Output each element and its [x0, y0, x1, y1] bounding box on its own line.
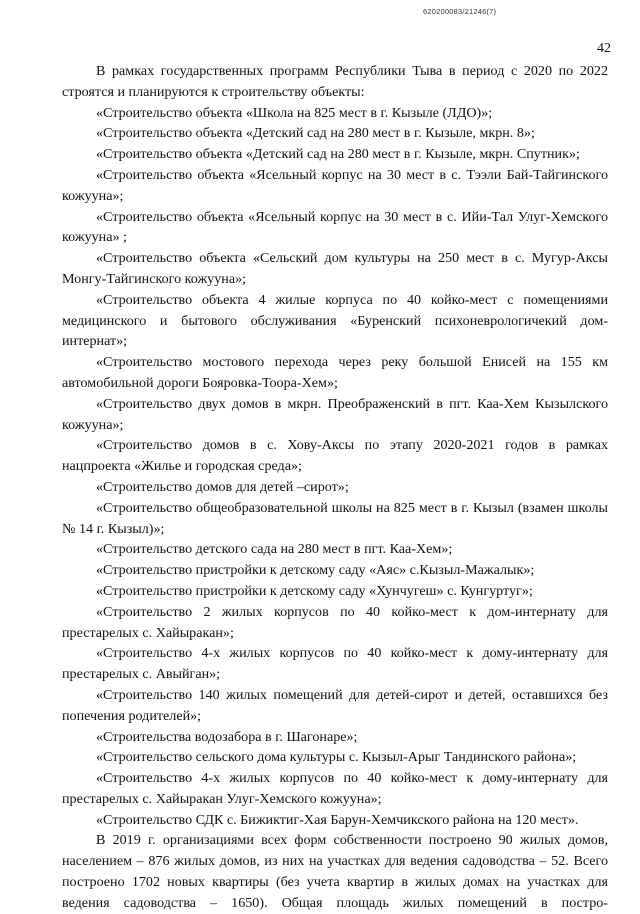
document-body [62, 61, 608, 914]
list-item: «Строительство 140 жилых помещений для детей-сирот и детей, оставшихся без попечения родителей»; [62, 686, 608, 724]
list-item: «Строительство 2 жилых корпусов по 40 койко-мест к дом-интернату для престарелых с. Хайыракан»; [62, 603, 608, 641]
list-item: «Строительство 4-х жилых корпусов по 40 койко-мест к дому-интернату для престарелых с. Хайыракан Улуг-Хемского кожууна»; [62, 770, 608, 807]
list-item: «Строительство пристройки к детскому саду «Хунчугеш» с. Кунгуртуг»; [96, 582, 533, 599]
list-item: «Строительство пристройки к детскому саду «Аяс» с.Кызыл-Мажалык»; [96, 562, 535, 579]
list-item: «Строительство объекта «Школа на 825 мест в г. Кызыле (ЛДО)»; [96, 104, 493, 121]
list-item: «Строительство СДК с. Бижиктиг-Хая Барун-Хемчикского района на 120 мест». [96, 811, 579, 828]
list-item: «Строительство общеобразовательной школы на 825 мест в г. Кызыл (взамен школы № 14 г. Кызыл)»; [62, 499, 608, 537]
list-item: «Строительство объекта «Детский сад на 280 мест в г. Кызыле, мкрн. Спутник»; [96, 146, 580, 163]
list-item: «Строительство двух домов в мкрн. Преображенский в пгт. Каа-Хем Кызылского кожууна»; [62, 395, 608, 433]
list-item: «Строительство сельского дома культуры с. Кызыл-Арыг Тандинского района»; [96, 749, 577, 766]
list-item: «Строительство объекта «Сельский дом культуры на 250 мест в с. Мугур-Аксы Монгу-Тайгинского кожууна»; [62, 250, 608, 287]
list-item: «Строительство детского сада на 280 мест в пгт. Каа-Хем»; [96, 541, 453, 558]
list-item: «Строительство мостового перехода через реку большой Енисей на 155 км автомобильной дороги Бояровка-Тоора-Хем»; [62, 354, 608, 391]
list-item: «Строительство объекта «Детский сад на 280 мест в г. Кызыле, мкрн. 8»; [96, 125, 535, 142]
list-item: «Строительство домов в с. Хову-Аксы по этапу 2020-2021 годов в рамках нацпроекта «Жилье и городская среда»; [62, 437, 608, 475]
list-item: «Строительства водозабора в г. Шагонаре»; [96, 728, 358, 745]
list-item: «Строительство объекта «Ясельный корпус на 30 мест в с. Ийи-Тал Улуг-Хемского кожууна» ; [62, 208, 608, 246]
list-item: «Строительство объекта 4 жилые корпуса по 40 койко-мест с помещениями медицинского и бытового обслуживания «Буренский психоневрологичекий дом-интернат»; [62, 291, 608, 350]
page-number: 42 [597, 41, 611, 56]
document-id: 620200083/21246(7) [423, 7, 497, 16]
list-item: «Строительство объекта «Ясельный корпус на 30 мест в с. Тээли Бай-Тайгинского кожууна»; [62, 166, 608, 204]
closing-paragraph: В 2019 г. организациями всех форм собственности построено 90 жилых домов, населением – 876 жилых домов, из них на участках для ведения садоводства – 52. Всего построено 1702 новых квартиры (без учета квартир в жилых домах на участках для ведения садоводства – 1650). Общая площадь жилых помещений в постро- [62, 832, 608, 911]
list-item: «Строительство домов для детей –сирот»; [96, 478, 349, 495]
list-item: «Строительство 4-х жилых корпусов по 40 койко-мест к дому-интернату для престарелых с. Авыйган»; [62, 645, 608, 683]
intro-paragraph: В рамках государственных программ Республики Тыва в период с 2020 по 2022 строятся и планируются к строительству объекты: [62, 63, 608, 100]
